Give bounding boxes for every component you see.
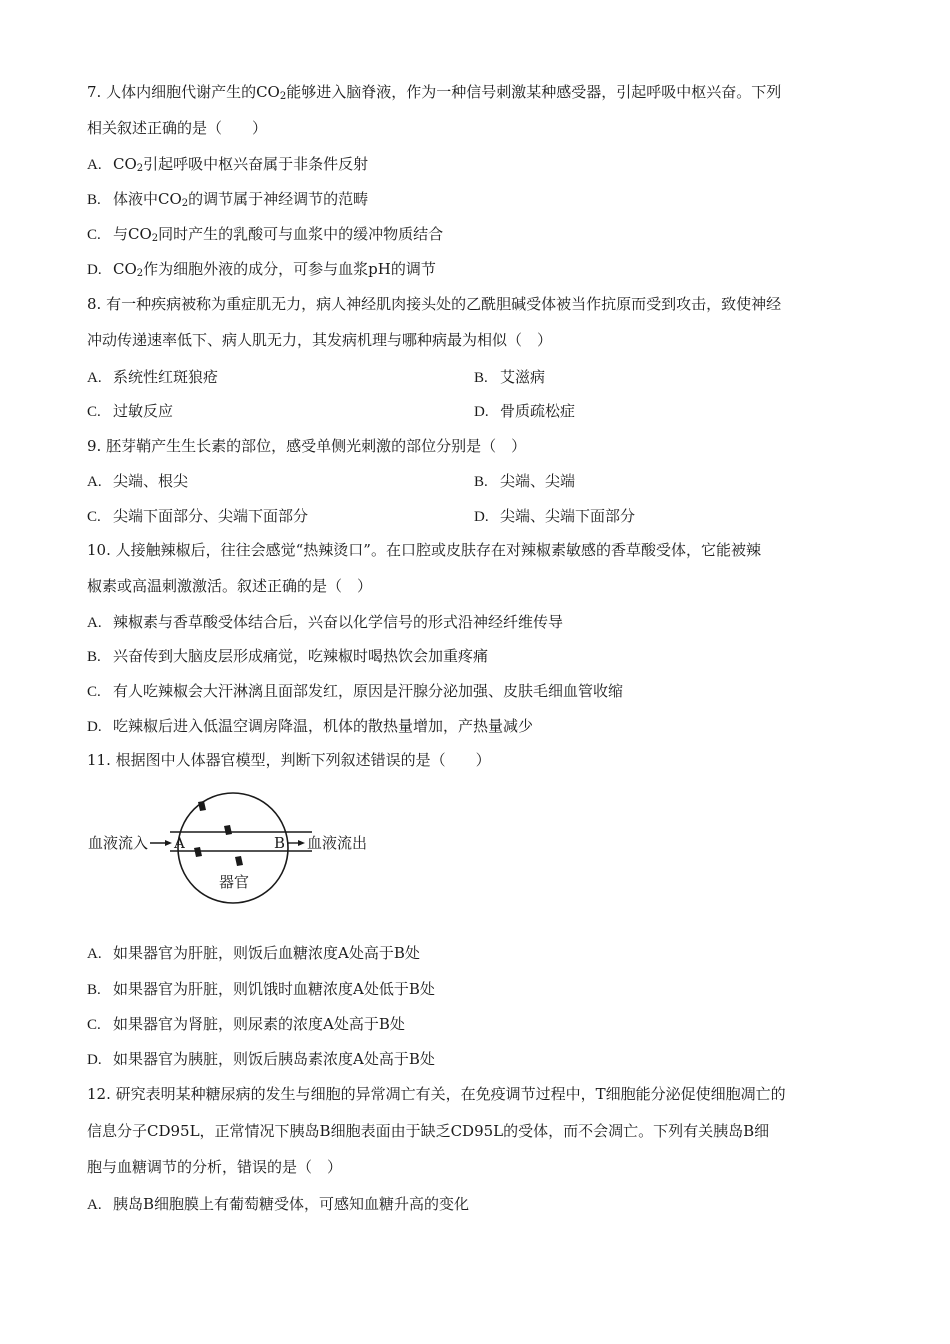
option-text: 同时产生的乳酸可与血浆中的缓冲物质结合: [158, 225, 444, 243]
option-text: 辣椒素与香草酸受体结合后，兴奋以化学信号的形式沿神经纤维传导: [113, 613, 564, 631]
option-text: 兴奋传到大脑皮层形成痛觉，吃辣椒时喝热饮会加重疼痛: [113, 647, 489, 665]
option-letter: B.: [87, 982, 101, 998]
option-letter: A.: [87, 157, 102, 173]
option-letter: B.: [474, 474, 488, 490]
q8-option-c: [87, 401, 173, 422]
option-text: CO: [113, 155, 137, 173]
option-letter: C.: [87, 509, 101, 525]
q10-stem-line1: 10. 人接触辣椒后，往往会感觉“热辣烫口”。在口腔或皮肤存在对辣椒素敏感的香草酸受体，它能被辣: [87, 541, 761, 559]
option-letter: B.: [474, 370, 488, 386]
option-letter: A.: [87, 370, 102, 386]
q10-option-d: [87, 716, 533, 737]
blood-inflow-label: 血液流入: [88, 834, 149, 852]
option-text: 吃辣椒后进入低温空调房降温，机体的散热量增加，产热量减少: [113, 717, 534, 735]
organ-model-diagram: [88, 788, 388, 904]
q7-option-b: [87, 189, 368, 210]
option-text: 过敏反应: [113, 402, 174, 420]
option-text: 如果器官为胰脏，则饭后胰岛素浓度A处高于B处: [113, 1050, 435, 1068]
subscript: 2: [136, 163, 144, 174]
q12-stem-line3: 胞与血糖调节的分析，错误的是（ ）: [87, 1158, 343, 1176]
outflow-arrowhead: [298, 840, 305, 846]
option-text: 有人吃辣椒会大汗淋漓且面部发红，原因是汗腺分泌加强、皮肤毛细血管收缩: [113, 682, 624, 700]
option-text: 尖端、尖端: [500, 472, 576, 490]
subscript: 2: [279, 91, 287, 102]
option-letter: A.: [87, 474, 102, 490]
q12-stem-line2: 信息分子CD95L，正常情况下胰岛B细胞表面由于缺乏CD95L的受体，而不会凋亡。下列有关胰岛B细: [87, 1122, 770, 1140]
q9-stem: 9. 胚芽鞘产生生长素的部位，感受单侧光刺激的部位分别是（ ）: [87, 437, 527, 455]
option-letter: D.: [474, 404, 489, 420]
option-text: 胰岛B细胞膜上有葡萄糖受体，可感知血糖升高的变化: [113, 1195, 470, 1213]
q8-option-a: [87, 367, 218, 388]
option-letter: C.: [87, 404, 101, 420]
q10-stem-line2: 椒素或高温刺激激活。叙述正确的是（ ）: [87, 577, 373, 595]
option-text: 如果器官为肾脏，则尿素的浓度A处高于B处: [113, 1015, 405, 1033]
option-text: 系统性红斑狼疮: [113, 368, 219, 386]
option-letter: C.: [87, 684, 101, 700]
q8-option-b: [474, 367, 545, 388]
q8-stem-line2: 冲动传递速率低下、病人肌无力，其发病机理与哪种病最为相似（ ）: [87, 331, 553, 349]
q7-option-c: [87, 224, 443, 245]
option-letter: D.: [87, 1052, 102, 1068]
q10-option-b: [87, 646, 488, 667]
q9-option-c: [87, 506, 308, 527]
option-letter: B.: [87, 192, 101, 208]
option-text: CO: [113, 260, 137, 278]
option-text: 骨质疏松症: [500, 402, 576, 420]
option-letter: D.: [87, 262, 102, 278]
option-letter: D.: [474, 509, 489, 525]
subscript: 2: [136, 268, 144, 279]
exchange-marker: [198, 801, 206, 811]
inflow-arrowhead: [165, 840, 172, 846]
q10-option-a: [87, 612, 563, 633]
q11-stem: 11. 根据图中人体器官模型，判断下列叙述错误的是（ ）: [87, 751, 491, 769]
q7-stem-line1: [87, 82, 781, 102]
q7-stem-text: 7. 人体内细胞代谢产生的CO: [87, 83, 280, 101]
q8-option-d: [474, 401, 575, 422]
q12-stem-line1: 12. 研究表明某种糖尿病的发生与细胞的异常凋亡有关，在免疫调节过程中，T细胞能分泌促使细胞凋亡的: [87, 1085, 786, 1103]
exchange-marker: [224, 825, 232, 835]
blood-outflow-label: 血液流出: [307, 834, 368, 852]
exchange-marker: [194, 847, 202, 857]
exchange-marker: [235, 856, 243, 866]
option-text: 作为细胞外液的成分，可参与血浆pH的调节: [143, 260, 436, 278]
q7-stem-line2: 相关叙述正确的是（ ）: [87, 119, 268, 137]
option-text: 尖端、尖端下面部分: [500, 507, 636, 525]
q7-stem-text: 能够进入脑脊液，作为一种信号刺激某种感受器，引起呼吸中枢兴奋。下列: [286, 83, 782, 101]
option-letter: B.: [87, 649, 101, 665]
q11-option-b: [87, 979, 435, 1000]
q10-option-c: [87, 681, 623, 702]
q9-option-d: [474, 506, 635, 527]
option-letter: D.: [87, 719, 102, 735]
subscript: 2: [151, 233, 159, 244]
q9-option-a: [87, 471, 188, 492]
option-letter: A.: [87, 1197, 102, 1213]
option-letter: A.: [87, 615, 102, 631]
option-text: 体液中CO: [113, 190, 182, 208]
option-letter: C.: [87, 227, 101, 243]
option-text: 尖端、根尖: [113, 472, 189, 490]
organ-label: 器官: [219, 873, 250, 891]
q11-option-c: [87, 1014, 405, 1035]
q8-stem-line1: 8. 有一种疾病被称为重症肌无力，病人神经肌肉接头处的乙酰胆碱受体被当作抗原而受到攻击，致使神经: [87, 295, 782, 313]
option-text: 与CO: [113, 225, 152, 243]
option-text: 尖端下面部分、尖端下面部分: [113, 507, 309, 525]
option-text: 如果器官为肝脏，则饥饿时血糖浓度A处低于B处: [113, 980, 435, 998]
option-text: 如果器官为肝脏，则饭后血糖浓度A处高于B处: [113, 944, 420, 962]
option-letter: C.: [87, 1017, 101, 1033]
option-text: 引起呼吸中枢兴奋属于非条件反射: [143, 155, 369, 173]
point-b-label: B: [274, 834, 286, 852]
q11-option-d: [87, 1049, 435, 1070]
q7-option-a: [87, 154, 368, 175]
point-a-label: A: [174, 834, 185, 852]
subscript: 2: [181, 198, 189, 209]
q9-option-b: [474, 471, 575, 492]
q12-option-a: [87, 1194, 469, 1215]
option-text: 艾滋病: [500, 368, 546, 386]
q7-option-d: [87, 259, 436, 280]
option-text: 的调节属于神经调节的范畴: [188, 190, 369, 208]
option-letter: A.: [87, 946, 102, 962]
q11-option-a: [87, 943, 420, 964]
